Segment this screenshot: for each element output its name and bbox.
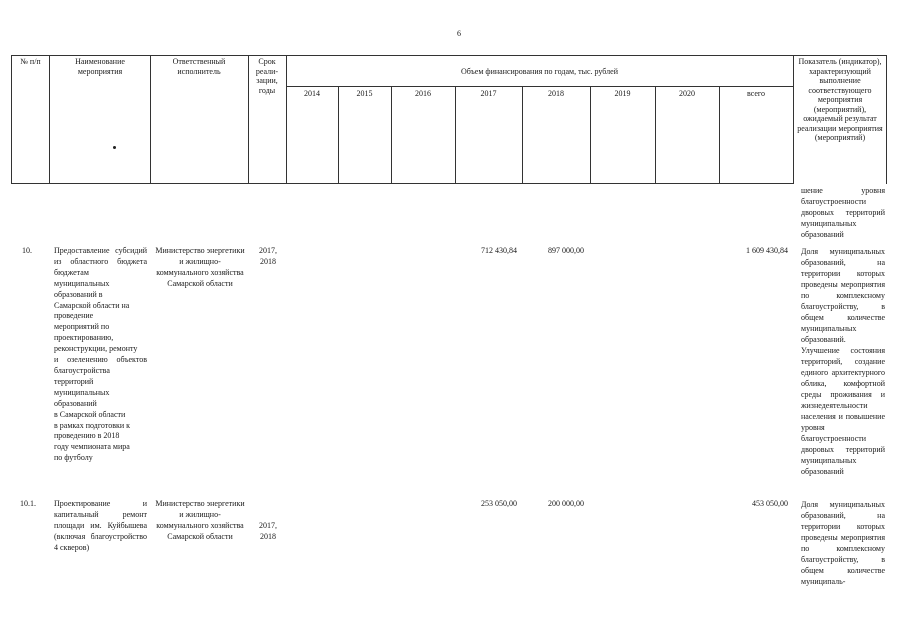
row-10-number: 10. <box>22 246 32 255</box>
row-10-1-number: 10.1. <box>20 499 36 508</box>
row-10-term: 2017, 2018 <box>259 246 277 266</box>
carryover-indicator: шение уровня благоустроенности дворовых территорий муниципальных образований <box>801 186 885 239</box>
row-10-name: Предоставление субсидий из областного бюджета бюджетам муниципальных образований в Самарской области на проведение мероприятий по проектированию, реконструкции, ремонту и озеленению объектов благоустройства территорий муниципальных образований в Самарской области в рамках подготовки к проведению в 2018 году чемпионата мира по футболу <box>54 246 147 463</box>
row-10-2018: 897 000,00 <box>548 246 584 255</box>
row-10-1-2018: 200 000,00 <box>548 499 584 508</box>
header-year-2017: 2017 <box>480 89 497 98</box>
row-10-1-total: 453 050,00 <box>752 499 788 508</box>
header-year-2016: 2016 <box>415 89 431 98</box>
row-10-1-2017: 253 050,00 <box>481 499 517 508</box>
header-col-responsible: Ответственный исполнитель <box>172 57 226 76</box>
header-col-funding: Объем финансирования по годам, тыс. рублей <box>461 67 618 76</box>
page-number: 6 <box>457 29 461 38</box>
header-year-2020: 2020 <box>679 89 695 98</box>
row-10-1-indicator: Доля муниципальных образований, на территории которых проведены мероприятия по комплексному благоустройству, в общем количестве муниципаль- <box>801 500 885 586</box>
row-10-2017: 712 430,84 <box>481 246 517 255</box>
row-10-responsible: Министерство энергетики и жилищно-коммунального хозяйства Самарской области <box>155 246 245 288</box>
row-10-total: 1 609 430,84 <box>746 246 788 255</box>
header-col-name: Наименование мероприятия <box>75 57 125 76</box>
header-year-2014: 2014 <box>304 89 320 98</box>
header-year-2018: 2018 <box>548 89 564 98</box>
header-col-number: № п/п <box>20 57 41 66</box>
header-year-2015: 2015 <box>356 89 373 98</box>
row-10-1-term: 2017, 2018 <box>259 521 277 541</box>
bullet-mark <box>113 146 116 149</box>
row-10-1-name: Проектирование и капитальный ремонт площади им. Куйбышева (включая благоустройство 4 скверов) <box>54 499 147 552</box>
header-year-2019: 2019 <box>614 89 631 98</box>
header-col-indicator: Показатель (индикатор), характеризующий выполнение соответствующего мероприятия (мероприятий), ожидаемый результат реализации мероприятия (мероприятий) <box>797 57 883 142</box>
row-10-indicator: Доля муниципальных образований, на территории которых проведены мероприятия по комплексному благоустройству, в общем количестве муниципальных образований. Улучшение состояния территорий, создание единого архитектурного облика, комфортной среды проживания и жизнедеятельности населения и повышение уровня благоустроенности дворовых территорий муниципальных образований <box>801 247 885 476</box>
header-year-total: всего <box>746 89 765 98</box>
row-10-1-responsible: Министерство энергетики и жилищно-коммунального хозяйства Самарской области <box>155 499 245 541</box>
header-col-term: Срок реали-зации, годы <box>255 57 279 95</box>
